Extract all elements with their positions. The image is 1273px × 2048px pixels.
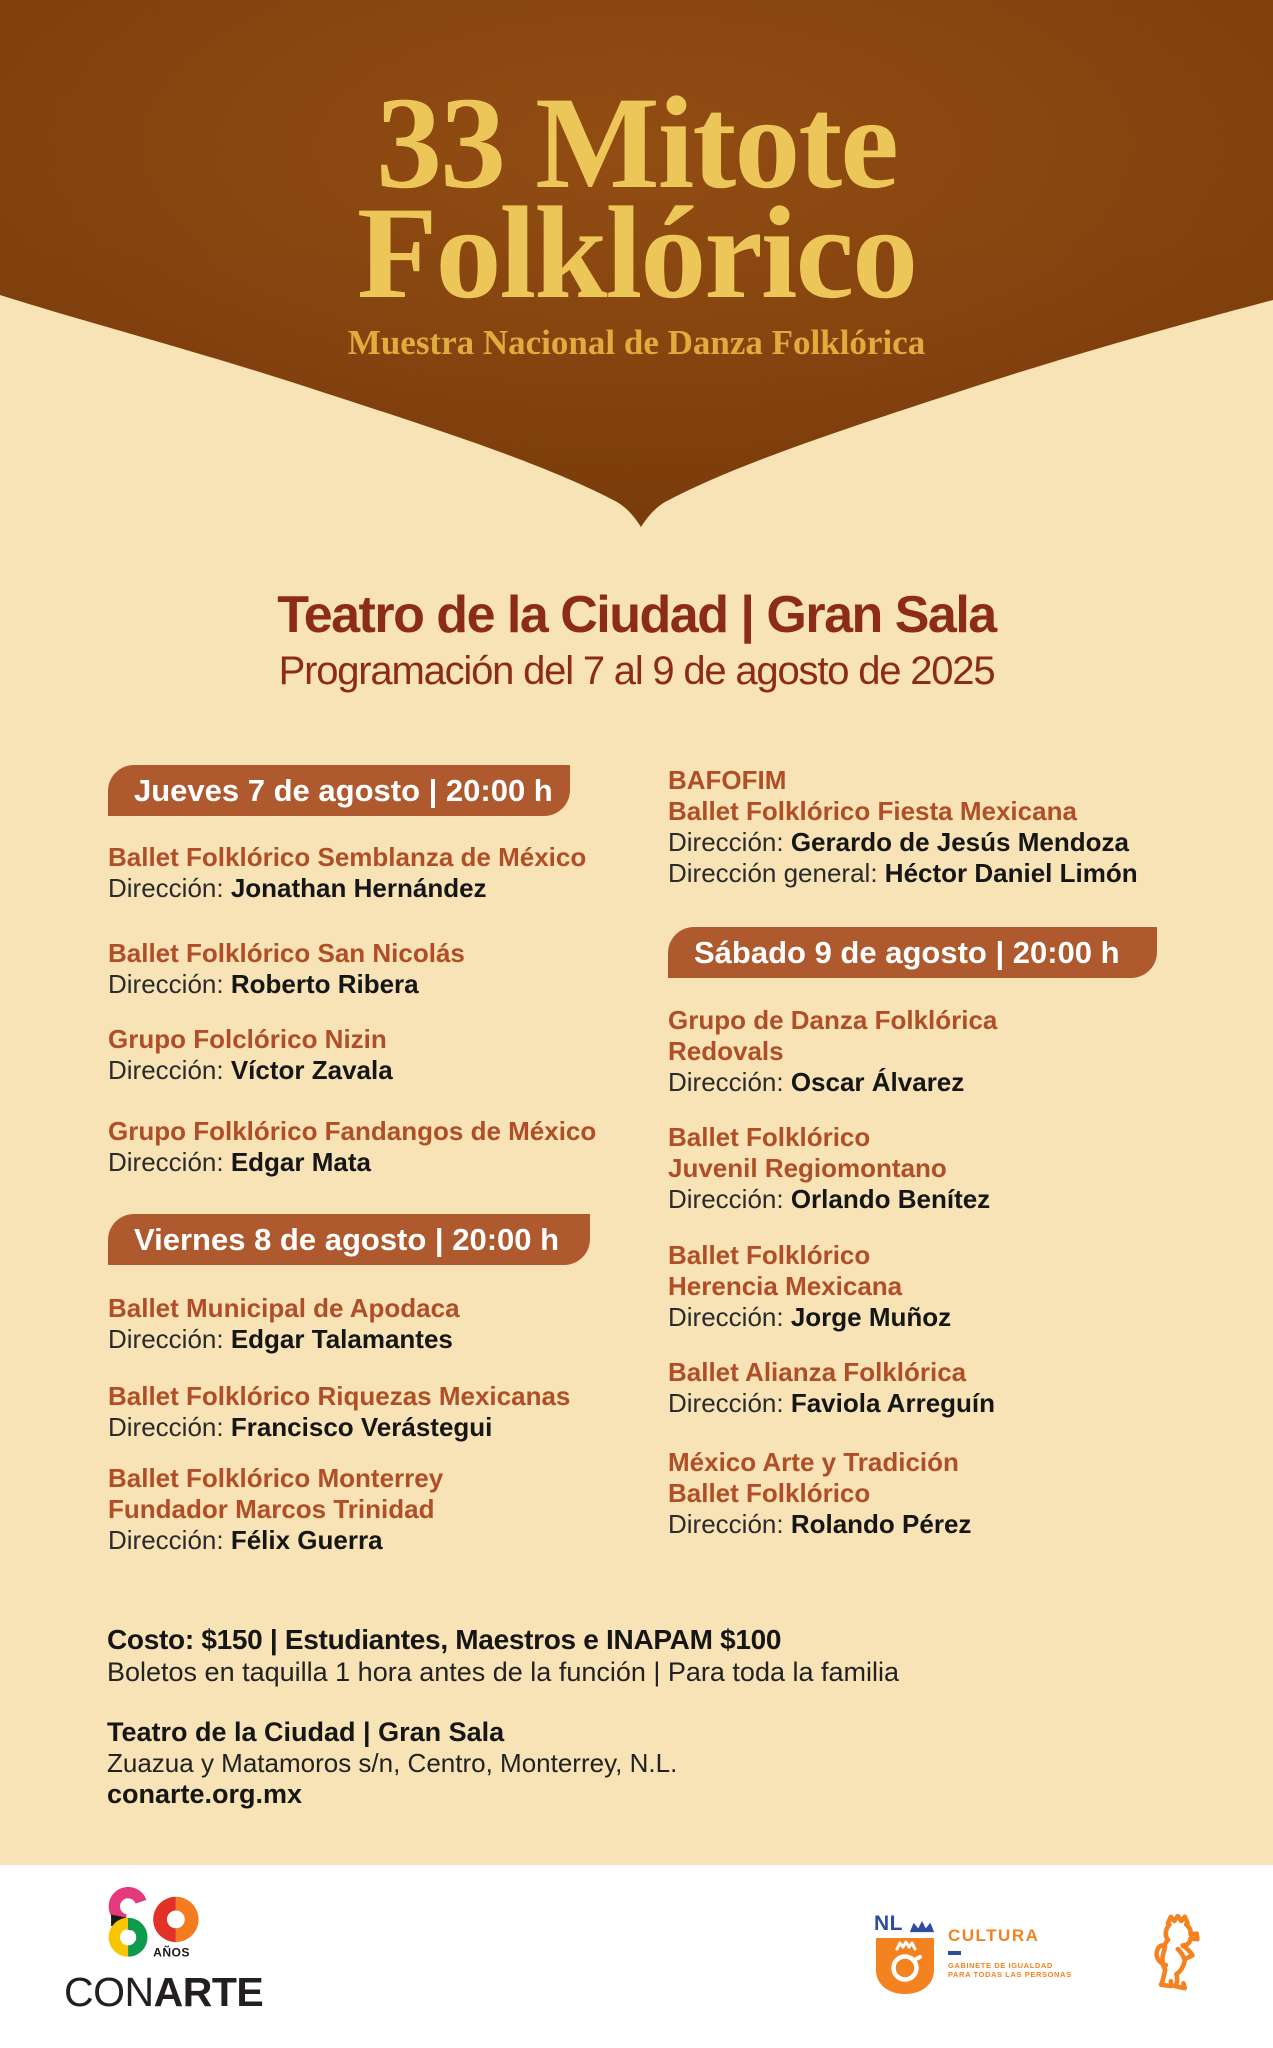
- cost-info-block: [107, 1624, 899, 1688]
- program-entry: [108, 1381, 683, 1443]
- leather-header: [0, 0, 1273, 540]
- group-name: México Arte y Tradición: [668, 1447, 959, 1477]
- credit-label: Dirección:: [108, 1525, 224, 1555]
- credit-label: Dirección:: [108, 969, 224, 999]
- group-name: Fundador Marcos Trinidad: [108, 1494, 435, 1524]
- venue-title: Teatro de la Ciudad | Gran Sala: [277, 586, 996, 644]
- program-entry: [668, 1240, 1243, 1333]
- cost-line: Costo: $150 | Estudiantes, Maestros e INAPAM $100: [107, 1624, 782, 1655]
- group-name: Ballet Folklórico: [668, 1478, 871, 1508]
- credit-label: Dirección:: [668, 1388, 784, 1418]
- website-text: conarte.org.mx: [107, 1779, 303, 1809]
- anos-label: AÑOS: [153, 1945, 190, 1960]
- credit-label: Dirección:: [108, 1324, 224, 1354]
- credit-label: Dirección:: [108, 1147, 224, 1177]
- nl-crown-icon: [908, 1919, 936, 1934]
- credit-label: Dirección:: [108, 1055, 224, 1085]
- group-name: Ballet Folklórico: [668, 1240, 871, 1270]
- credit-name: Roberto Ribera: [230, 969, 419, 999]
- program-entry: [108, 1024, 683, 1086]
- poster-title-line2: Folklórico: [356, 179, 917, 326]
- credit-name: Rolando Pérez: [790, 1509, 972, 1539]
- credit-label: Dirección:: [668, 1067, 784, 1097]
- credit-line: [108, 873, 683, 904]
- conarte-wordmark: [64, 1969, 264, 2015]
- tickets-line: Boletos en taquilla 1 hora antes de la función | Para toda la familia: [107, 1657, 900, 1687]
- poster-title-line1: 33 Mitote: [376, 69, 897, 216]
- credit-label: Dirección:: [668, 1184, 784, 1214]
- credit-name: Orlando Benítez: [790, 1184, 991, 1214]
- program-entry: [108, 842, 683, 904]
- credit-name: Faviola Arreguín: [790, 1388, 996, 1418]
- conarte-logo: [64, 1887, 264, 2015]
- footer-logo-band: [0, 1865, 1273, 2048]
- credit-line: [668, 1302, 1243, 1333]
- venue-line: Teatro de la Ciudad | Gran Sala: [107, 1717, 505, 1747]
- conarte-name-bold: ARTE: [153, 1969, 264, 2015]
- group-name: Ballet Folklórico San Nicolás: [108, 938, 465, 968]
- credit-label: Dirección:: [668, 1302, 784, 1332]
- group-name: Grupo Folclórico Nizin: [108, 1024, 387, 1054]
- credit-name: Jorge Muñoz: [790, 1302, 952, 1332]
- group-name: Grupo de Danza Folklórica: [668, 1005, 998, 1035]
- program-entry: [668, 1447, 1243, 1540]
- group-name: Grupo Folklórico Fandangos de México: [108, 1116, 597, 1146]
- nl-lion-icon: [1140, 1910, 1210, 2002]
- group-name: Ballet Folklórico Semblanza de México: [108, 842, 587, 872]
- credit-line: [108, 1412, 683, 1443]
- credit-line: [108, 1055, 683, 1086]
- group-name: Ballet Folklórico Riquezas Mexicanas: [108, 1381, 571, 1411]
- credit-line: [108, 1147, 683, 1178]
- credit-label: Dirección:: [108, 873, 224, 903]
- day-banner-sabado: [668, 927, 1157, 978]
- venue-dates: Programación del 7 al 9 de agosto de 2025: [278, 649, 995, 693]
- igualdad-tagline-line2: PARA TODAS LAS PERSONAS: [948, 1970, 1072, 1979]
- credit-name: Félix Guerra: [230, 1525, 383, 1555]
- group-name: Ballet Folklórico Fiesta Mexicana: [668, 796, 1077, 826]
- program-entry: [108, 1293, 683, 1355]
- day-banner-label: Sábado 9 de agosto | 20:00 h: [694, 935, 1120, 970]
- program-entry: [108, 938, 683, 1000]
- credit-line: [668, 827, 1243, 858]
- credit-label: Dirección:: [668, 827, 784, 857]
- group-name: Ballet Municipal de Apodaca: [108, 1293, 460, 1323]
- credit-name: Edgar Talamantes: [230, 1324, 453, 1354]
- credit-name: Francisco Verástegui: [230, 1412, 493, 1442]
- igualdad-tagline-line1: GABINETE DE IGUALDAD: [948, 1961, 1053, 1970]
- credit-label: Dirección:: [668, 1509, 784, 1539]
- credit-name: Gerardo de Jesús Mendoza: [790, 827, 1129, 857]
- program-entry: [668, 1005, 1243, 1098]
- credit-line: [668, 858, 1243, 889]
- program-entry: [668, 1122, 1243, 1215]
- credit-label: Dirección general:: [668, 858, 878, 888]
- credit-line: [668, 1184, 1243, 1215]
- cultura-block: [948, 1927, 1118, 1979]
- credit-line: [108, 1525, 683, 1556]
- credit-line: [108, 969, 683, 1000]
- program-column-left: [108, 765, 683, 1556]
- nl-top-row: [874, 1912, 938, 1934]
- blue-dash-icon: [948, 1951, 961, 1955]
- nl-cultura-logo: [874, 1912, 938, 2001]
- program-entry: [108, 1116, 683, 1178]
- program-entry: [668, 1357, 1243, 1419]
- credit-line: [668, 1509, 1243, 1540]
- group-name: Herencia Mexicana: [668, 1271, 903, 1301]
- credit-line: [668, 1388, 1243, 1419]
- group-name: Ballet Folklórico Monterrey: [108, 1463, 444, 1493]
- day-banner-label: Jueves 7 de agosto | 20:00 h: [134, 773, 553, 808]
- credit-label: Dirección:: [108, 1412, 224, 1442]
- venue-info-block: [107, 1717, 677, 1810]
- cultura-label: CULTURA: [948, 1926, 1040, 1945]
- credit-line: [108, 1324, 683, 1355]
- group-name: Ballet Folklórico: [668, 1122, 871, 1152]
- poster-subtitle: Muestra Nacional de Danza Folklórica: [347, 323, 926, 362]
- group-name: BAFOFIM: [668, 765, 787, 795]
- credit-name: Jonathan Hernández: [230, 873, 487, 903]
- program-entry: [108, 1463, 683, 1556]
- conarte-30-icon: [106, 1887, 202, 1968]
- program-entry: [668, 765, 1243, 889]
- credit-line: [668, 1067, 1243, 1098]
- day-banner-jueves: [108, 765, 570, 816]
- nl-letters: NL: [874, 1912, 903, 1935]
- group-name: Juvenil Regiomontano: [668, 1153, 947, 1183]
- group-name: Redovals: [668, 1036, 784, 1066]
- day-banner-viernes: [108, 1214, 590, 1265]
- nl-shield-icon: [874, 1936, 936, 1996]
- conarte-name-regular: CON: [64, 1969, 154, 2015]
- credit-name: Edgar Mata: [230, 1147, 371, 1177]
- credit-name: Víctor Zavala: [230, 1055, 393, 1085]
- group-name: Ballet Alianza Folklórica: [668, 1357, 967, 1387]
- credit-name: Oscar Álvarez: [790, 1067, 965, 1097]
- program-column-right: [668, 765, 1243, 1540]
- address-line: Zuazua y Matamoros s/n, Centro, Monterrey, N.L.: [107, 1748, 678, 1778]
- credit-name: Héctor Daniel Limón: [884, 858, 1138, 888]
- day-banner-label: Viernes 8 de agosto | 20:00 h: [134, 1222, 560, 1257]
